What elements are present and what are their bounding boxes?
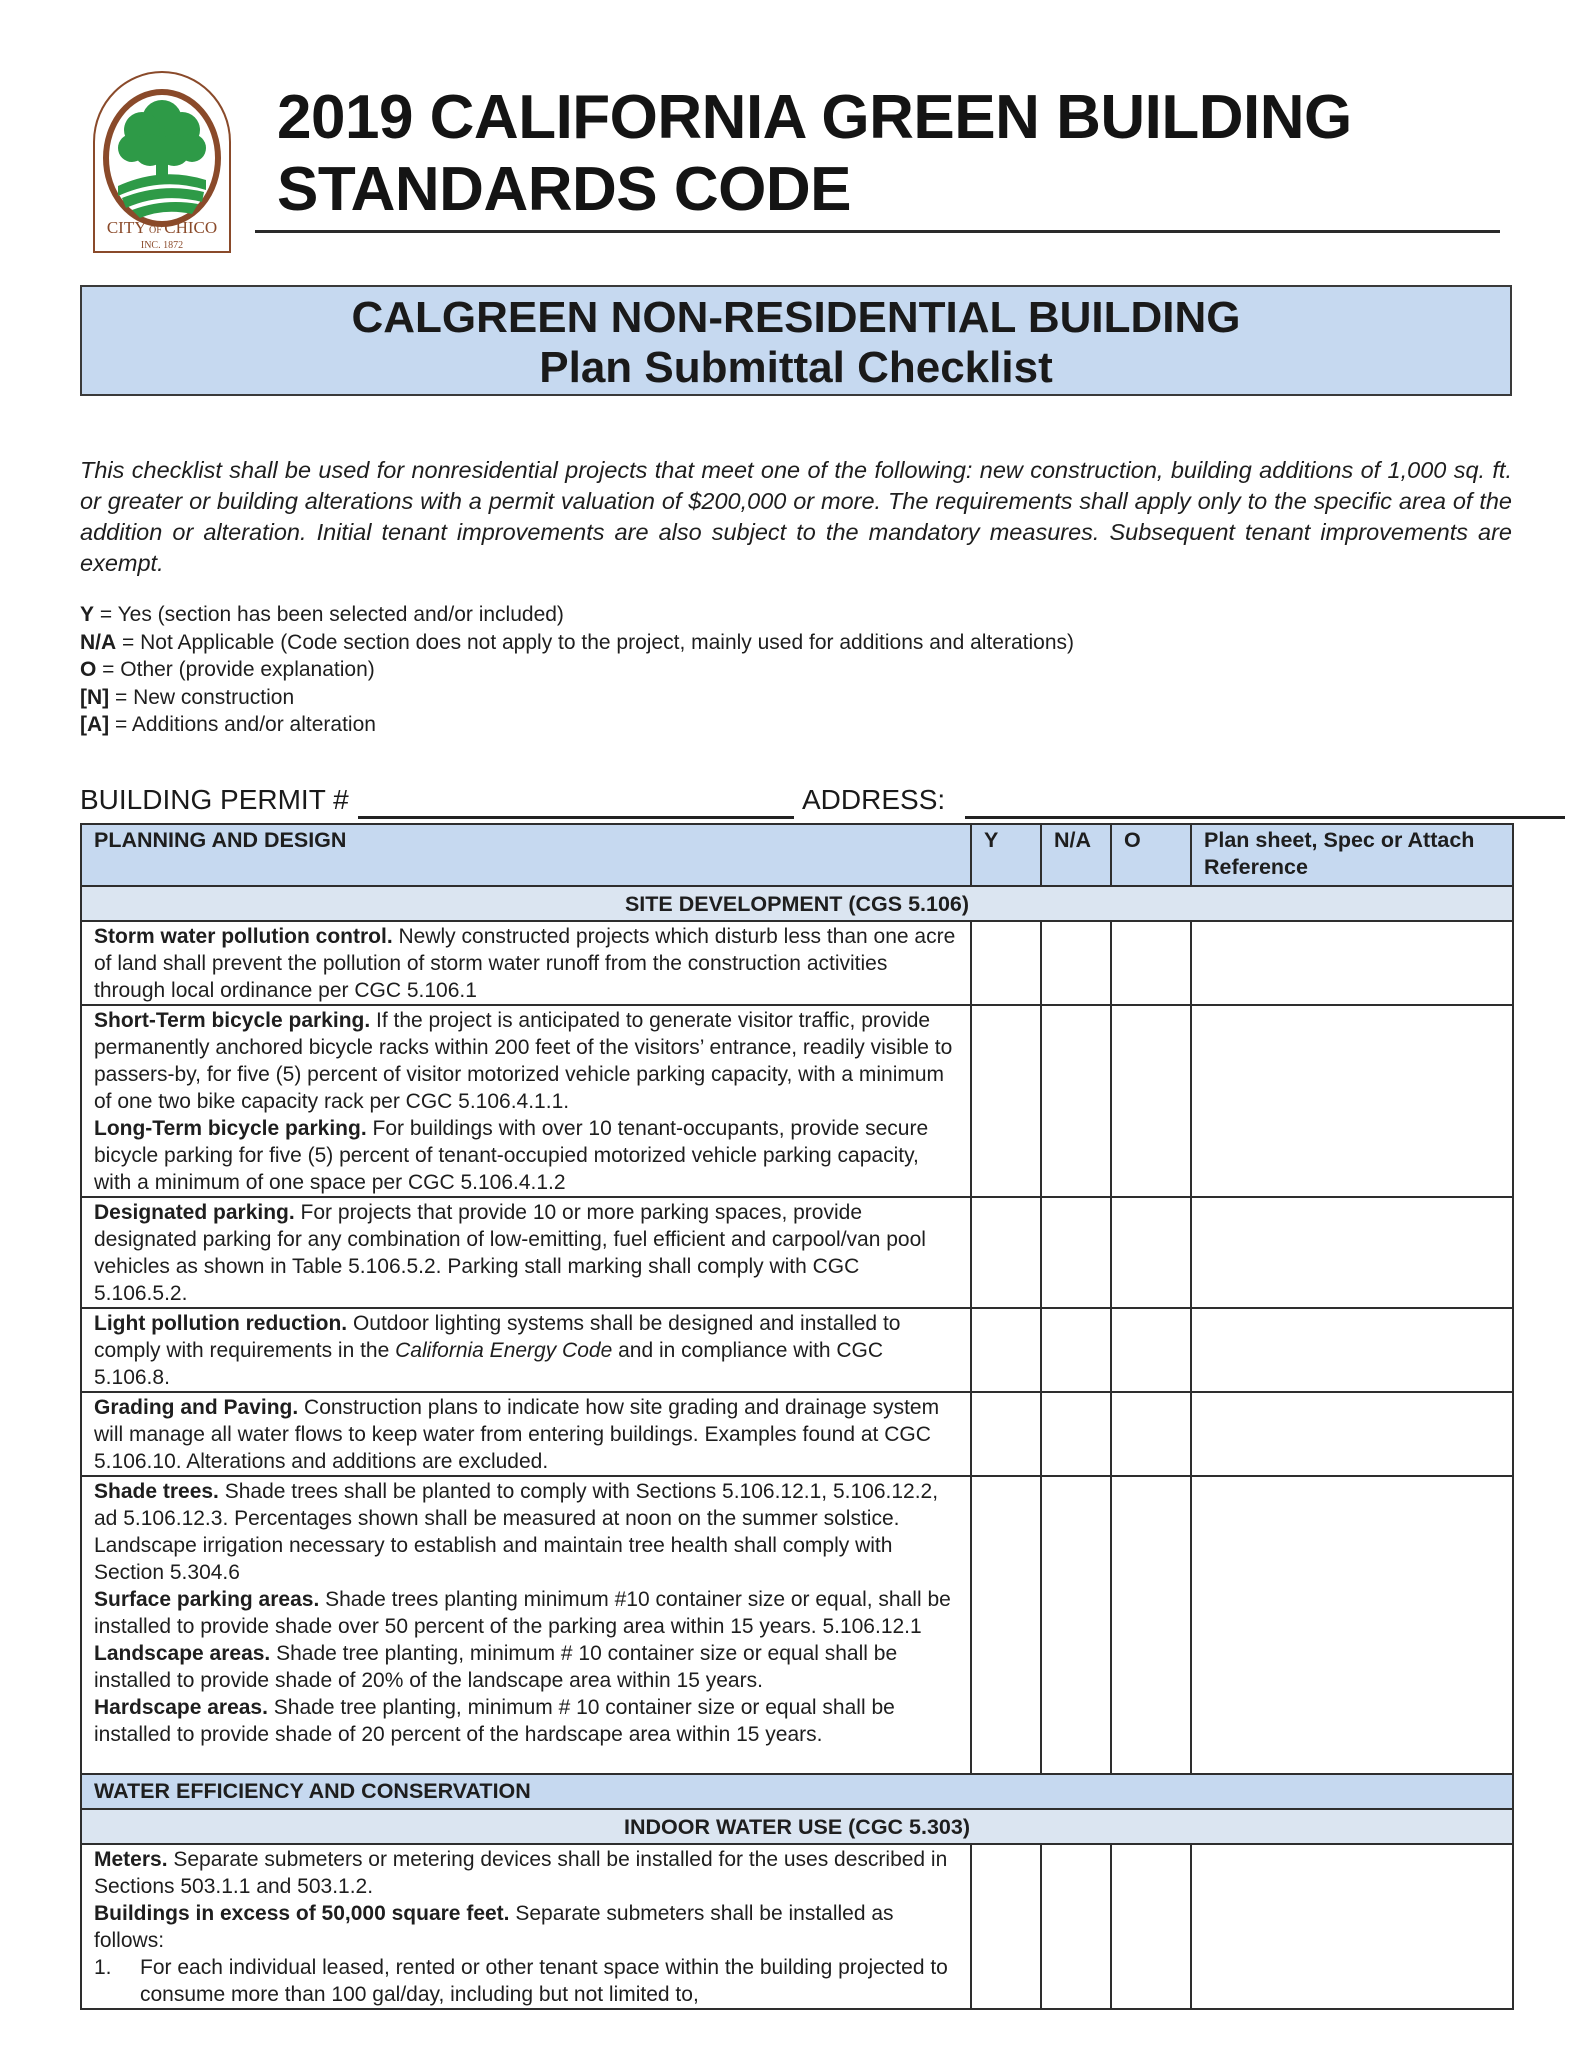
- table-row: [81, 1308, 1513, 1392]
- legend-item-additions: [80, 711, 1074, 739]
- legend-text: = Yes (section has been selected and/or included): [94, 603, 564, 626]
- requirement-text: For buildings with over 10 tenant-occupants, provide secure bicycle parking for five (5) percent of tenant-occupied motorized vehicle parking capacity, with a minimum of one space per CGC 5.106.4.1.2: [94, 1117, 929, 1194]
- other-checkbox-cell[interactable]: [1111, 1005, 1191, 1197]
- other-checkbox-cell[interactable]: [1111, 1844, 1191, 2009]
- table-row: [81, 1005, 1513, 1197]
- other-checkbox-cell[interactable]: [1111, 1308, 1191, 1392]
- requirement-title: Short-Term bicycle parking.: [94, 1009, 371, 1032]
- requirement-title: Light pollution reduction.: [94, 1312, 348, 1335]
- requirement-text: Newly constructed projects which disturb less than one acre of land shall prevent the pollution of storm water runoff from the construction activities through local ordinance per CGC 5.106.1: [94, 925, 956, 1002]
- requirement-text: For projects that provide 10 or more parking spaces, provide designated parking for any combination of low-emitting, fuel efficient and carpool/van pool vehicles as shown in Table 5.106.5.2. Parking stall marking shall comply with CGC 5.106.5.2.: [94, 1201, 926, 1305]
- building-permit-label: BUILDING PERMIT #: [80, 784, 349, 815]
- na-checkbox-cell[interactable]: [1041, 1844, 1111, 2009]
- column-header-yes: Y: [971, 824, 1041, 886]
- na-checkbox-cell[interactable]: [1041, 921, 1111, 1005]
- requirement-title: Shade trees.: [94, 1480, 219, 1503]
- table-row: [81, 1392, 1513, 1476]
- other-checkbox-cell[interactable]: [1111, 1476, 1191, 1774]
- requirement-title: Storm water pollution control.: [94, 925, 393, 948]
- title-line-2: STANDARDS CODE: [277, 155, 851, 224]
- requirement-title: Surface parking areas.: [94, 1588, 320, 1611]
- column-header-other: O: [1111, 824, 1191, 886]
- yes-checkbox-cell[interactable]: [971, 1476, 1041, 1774]
- reference-input-cell[interactable]: [1191, 1392, 1513, 1476]
- banner-subtitle: Plan Submittal Checklist: [539, 343, 1053, 392]
- requirement-description: [81, 1476, 971, 1774]
- table-row: [81, 1844, 1513, 2009]
- legend-key: [A]: [80, 713, 110, 736]
- requirement-description: [81, 1844, 971, 2009]
- legend-item-other: [80, 656, 1074, 684]
- reference-input-cell[interactable]: [1191, 1308, 1513, 1392]
- requirement-title: Hardscape areas.: [94, 1696, 268, 1719]
- column-header-reference: Plan sheet, Spec or Attach Reference: [1191, 824, 1513, 886]
- title-divider: [255, 230, 1500, 233]
- permit-address-row: [80, 782, 1512, 822]
- list-number: 1.: [94, 1956, 112, 1979]
- subsection-title: SITE DEVELOPMENT (CGS 5.106): [81, 886, 1513, 921]
- table-row: [81, 921, 1513, 1005]
- legend-text: = New construction: [109, 685, 295, 709]
- legend-item-new: [80, 684, 1074, 712]
- svg-text:CITY OF CHICO: CITY OF CHICO: [106, 218, 218, 237]
- requirement-description: [81, 1005, 971, 1197]
- subsection-row-indoor-water: [81, 1809, 1513, 1844]
- table-header-row: [81, 824, 1513, 886]
- yes-checkbox-cell[interactable]: [971, 1005, 1041, 1197]
- address-label: ADDRESS:: [802, 784, 946, 815]
- checklist-banner: [80, 285, 1512, 396]
- table-row: [81, 1197, 1513, 1308]
- other-checkbox-cell[interactable]: [1111, 1392, 1191, 1476]
- legend-item-yes: [80, 601, 1074, 629]
- na-checkbox-cell[interactable]: [1041, 1308, 1111, 1392]
- address-field[interactable]: [965, 816, 1565, 819]
- requirement-text: Shade trees planting minimum #10 container size or equal, shall be installed to provide shade over 50 percent of the parking area within 15 years. 5.106.12.1: [94, 1588, 951, 1638]
- legend-text: = Not Applicable (Code section does not apply to the project, mainly used for additions and alterations): [116, 630, 1074, 654]
- legend-key: Y: [80, 603, 95, 626]
- requirement-title: Meters.: [94, 1848, 168, 1871]
- requirement-text: Construction plans to indicate how site grading and drainage system will manage all water flows to keep water from entering buildings. Examples found at CGC 5.106.10. Alterations and additions are excluded.: [94, 1396, 940, 1473]
- checklist-table: [80, 823, 1514, 2010]
- reference-input-cell[interactable]: [1191, 1476, 1513, 1774]
- yes-checkbox-cell[interactable]: [971, 1392, 1041, 1476]
- intro-paragraph: This checklist shall be used for nonresidential projects that meet one of the following: new construction, building additions of 1,000 sq. ft. or greater or building alterations with a permit valuation of $200,000 or more. The requirements shall apply only to the specific area of the addition or alteration. Initial tenant improvements are also subject to the mandatory measures. Subsequent tenant improvements are exempt.: [80, 457, 1512, 576]
- svg-text:INC. 1872: INC. 1872: [140, 240, 184, 251]
- requirement-title: Designated parking.: [94, 1201, 295, 1224]
- reference-input-cell[interactable]: [1191, 1844, 1513, 2009]
- requirement-text: If the project is anticipated to generate visitor traffic, provide permanently anchored bicycle racks within 200 feet of the visitors’ entrance, readily visible to passers-by, for five (5) percent of visitor motorized vehicle parking capacity, with a minimum of one two bike capacity rack per CGC 5.106.4.1.1.: [94, 1009, 953, 1113]
- na-checkbox-cell[interactable]: [1041, 1392, 1111, 1476]
- legend-item-na: [80, 629, 1074, 657]
- reference-input-cell[interactable]: [1191, 921, 1513, 1005]
- reference-input-cell[interactable]: [1191, 1197, 1513, 1308]
- requirement-text: Shade trees shall be planted to comply with Sections 5.106.12.1, 5.106.12.2, ad 5.106.12.3. Percentages shown shall be measured at noon on the summer solstice. Landscape irrigation necessary to establish and maintain tree health shall comply with Section 5.304.6: [94, 1480, 939, 1584]
- yes-checkbox-cell[interactable]: [971, 1197, 1041, 1308]
- legend-key: N/A: [80, 630, 117, 654]
- legend: [80, 601, 1074, 739]
- yes-checkbox-cell[interactable]: [971, 921, 1041, 1005]
- other-checkbox-cell[interactable]: [1111, 921, 1191, 1005]
- numbered-list-item: [94, 1954, 958, 2008]
- building-permit-field[interactable]: [358, 816, 794, 819]
- city-of-chico-logo: [88, 68, 236, 258]
- requirement-text: Shade tree planting, minimum # 10 container size or equal shall be installed to provide shade of 20% of the landscape area within 15 years.: [94, 1642, 898, 1692]
- requirement-text: and in compliance with CGC 5.106.8.: [94, 1339, 884, 1389]
- requirement-description: [81, 1197, 971, 1308]
- requirement-text: Outdoor lighting systems shall be designed and installed to comply with requirements in the: [94, 1312, 901, 1362]
- legend-text: = Additions and/or alteration: [109, 713, 376, 736]
- requirement-description: [81, 1308, 971, 1392]
- yes-checkbox-cell[interactable]: [971, 1308, 1041, 1392]
- other-checkbox-cell[interactable]: [1111, 1197, 1191, 1308]
- requirement-text: Separate submeters or metering devices shall be installed for the uses described in Sections 503.1.1 and 503.1.2.: [94, 1848, 948, 1898]
- table-row: [81, 1476, 1513, 1774]
- column-header-na: N/A: [1041, 824, 1111, 886]
- section-title: WATER EFFICIENCY AND CONSERVATION: [81, 1774, 1513, 1809]
- na-checkbox-cell[interactable]: [1041, 1476, 1111, 1774]
- yes-checkbox-cell[interactable]: [971, 1844, 1041, 2009]
- list-text: For each individual leased, rented or other tenant space within the building projected to consume more than 100 gal/day, including but not limited to,: [140, 1956, 948, 2006]
- legend-text: = Other (provide explanation): [96, 658, 375, 681]
- requirement-description: [81, 921, 971, 1005]
- tree-emblem-icon: [88, 68, 236, 258]
- subsection-title: INDOOR WATER USE (CGC 5.303): [81, 1809, 1513, 1844]
- legend-key: O: [80, 658, 97, 681]
- requirement-title: Grading and Paving.: [94, 1396, 299, 1419]
- reference-input-cell[interactable]: [1191, 1005, 1513, 1197]
- column-header-planning-design: PLANNING AND DESIGN: [81, 824, 971, 886]
- requirement-text: Separate submeters shall be installed as follows:: [94, 1902, 894, 1952]
- requirement-title: Buildings in excess of 50,000 square feet.: [94, 1902, 510, 1925]
- section-row-water-efficiency: [81, 1774, 1513, 1809]
- document-title: [277, 82, 1352, 226]
- title-line-1: 2019 CALIFORNIA GREEN BUILDING: [277, 83, 1352, 152]
- requirement-text: Shade tree planting, minimum # 10 container size or equal shall be installed to provide shade of 20 percent of the hardscape area within 15 years.: [94, 1696, 895, 1746]
- requirement-description: [81, 1392, 971, 1476]
- legend-key: [N]: [80, 685, 110, 709]
- requirement-title: Long-Term bicycle parking.: [94, 1117, 367, 1140]
- na-checkbox-cell[interactable]: [1041, 1197, 1111, 1308]
- requirement-title: Landscape areas.: [94, 1642, 271, 1665]
- banner-title: CALGREEN NON-RESIDENTIAL BUILDING: [351, 293, 1241, 342]
- na-checkbox-cell[interactable]: [1041, 1005, 1111, 1197]
- energy-code-reference: California Energy Code: [395, 1339, 613, 1362]
- subsection-row-site-development: [81, 886, 1513, 921]
